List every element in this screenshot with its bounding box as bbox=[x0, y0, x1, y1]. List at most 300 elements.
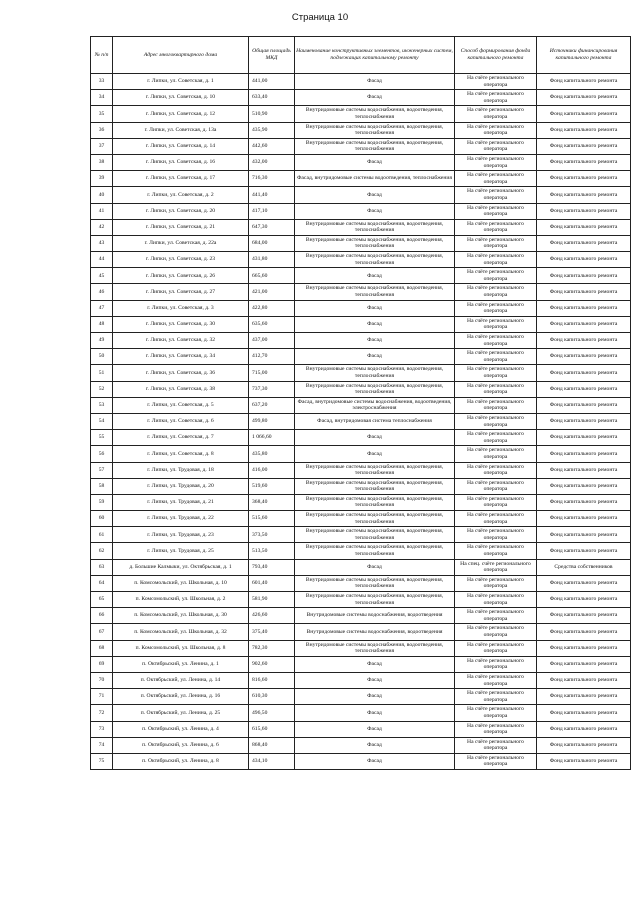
cell-address: г. Липки, ул. Советская, д. 30 bbox=[113, 316, 249, 332]
cell-elements: Фасад bbox=[295, 333, 455, 349]
cell-num: 40 bbox=[91, 187, 113, 203]
cell-area: 637,20 bbox=[249, 397, 295, 413]
cell-num: 54 bbox=[91, 413, 113, 429]
cell-num: 44 bbox=[91, 252, 113, 268]
cell-method: На счёте регионального оператора bbox=[455, 672, 537, 688]
cell-area: 441,40 bbox=[249, 187, 295, 203]
cell-num: 55 bbox=[91, 430, 113, 446]
cell-source: Фонд капитального ремонта bbox=[537, 656, 631, 672]
cell-address: г. Липки, ул. Советская, д. 27 bbox=[113, 284, 249, 300]
cell-num: 42 bbox=[91, 219, 113, 235]
cell-elements: Фасад bbox=[295, 349, 455, 365]
cell-num: 58 bbox=[91, 478, 113, 494]
table-row bbox=[91, 235, 631, 251]
cell-method: На счёте регионального оператора bbox=[455, 187, 537, 203]
cell-method: На счёте регионального оператора bbox=[455, 721, 537, 737]
cell-address: г. Липки, ул. Трудовая, д. 23 bbox=[113, 527, 249, 543]
cell-method: На счёте регионального оператора bbox=[455, 575, 537, 591]
cell-address: п. Октябрьский, ул. Ленина, д. 8 bbox=[113, 753, 249, 769]
cell-address: г. Липки, ул. Трудовая, д. 20 bbox=[113, 478, 249, 494]
table-row bbox=[91, 154, 631, 170]
cell-area: 496,50 bbox=[249, 705, 295, 721]
cell-method: На счёте регионального оператора bbox=[455, 138, 537, 154]
table-row bbox=[91, 349, 631, 365]
table-header bbox=[91, 37, 631, 74]
cell-method: На счёте регионального оператора bbox=[455, 349, 537, 365]
cell-elements: Фасад bbox=[295, 74, 455, 90]
table-row bbox=[91, 316, 631, 332]
cell-area: 635,60 bbox=[249, 316, 295, 332]
cell-source: Фонд капитального ремонта bbox=[537, 90, 631, 106]
cell-source: Фонд капитального ремонта bbox=[537, 235, 631, 251]
table-row bbox=[91, 592, 631, 608]
cell-elements: Внутридомовые системы водоснабжения, водоотведения, теплоснабжения bbox=[295, 527, 455, 543]
cell-num: 35 bbox=[91, 106, 113, 122]
cell-source: Фонд капитального ремонта bbox=[537, 640, 631, 656]
cell-address: г. Липки, ул. Советская, д. 32 bbox=[113, 333, 249, 349]
cell-method: На счёте регионального оператора bbox=[455, 235, 537, 251]
cell-address: г. Липки, ул. Советская, д. 36 bbox=[113, 365, 249, 381]
cell-area: 421,00 bbox=[249, 284, 295, 300]
cell-source: Фонд капитального ремонта bbox=[537, 462, 631, 478]
cell-address: г. Липки, ул. Советская, д. 13а bbox=[113, 122, 249, 138]
table-row bbox=[91, 478, 631, 494]
cell-source: Фонд капитального ремонта bbox=[537, 413, 631, 429]
cell-area: 665,60 bbox=[249, 268, 295, 284]
cell-source: Фонд капитального ремонта bbox=[537, 154, 631, 170]
cell-area: 1 066,60 bbox=[249, 430, 295, 446]
cell-elements: Фасад bbox=[295, 154, 455, 170]
table-row bbox=[91, 527, 631, 543]
cell-source: Фонд капитального ремонта bbox=[537, 511, 631, 527]
cell-source: Фонд капитального ремонта bbox=[537, 349, 631, 365]
cell-elements: Внутридомовые системы водоснабжения, водоотведения, теплоснабжения bbox=[295, 138, 455, 154]
cell-area: 513,50 bbox=[249, 543, 295, 559]
table-row bbox=[91, 171, 631, 187]
table-row bbox=[91, 608, 631, 624]
cell-num: 67 bbox=[91, 624, 113, 640]
cell-elements: Фасад, внутридомовая система теплоснабжения bbox=[295, 413, 455, 429]
cell-address: г. Липки, ул. Советская, д. 1 bbox=[113, 74, 249, 90]
table-row bbox=[91, 430, 631, 446]
cell-num: 63 bbox=[91, 559, 113, 575]
repair-program-table bbox=[90, 36, 631, 770]
cell-num: 60 bbox=[91, 511, 113, 527]
table-row bbox=[91, 90, 631, 106]
cell-num: 49 bbox=[91, 333, 113, 349]
cell-area: 684,00 bbox=[249, 235, 295, 251]
cell-area: 716,30 bbox=[249, 171, 295, 187]
cell-area: 868,40 bbox=[249, 737, 295, 753]
cell-method: На счёте регионального оператора bbox=[455, 106, 537, 122]
cell-address: г. Липки, ул. Советская, д. 6 bbox=[113, 413, 249, 429]
cell-area: 375,40 bbox=[249, 624, 295, 640]
cell-source: Фонд капитального ремонта bbox=[537, 494, 631, 510]
cell-address: г. Липки, ул. Трудовая, д. 25 bbox=[113, 543, 249, 559]
cell-area: 633,40 bbox=[249, 90, 295, 106]
cell-num: 72 bbox=[91, 705, 113, 721]
cell-num: 46 bbox=[91, 284, 113, 300]
cell-source: Фонд капитального ремонта bbox=[537, 672, 631, 688]
table-row bbox=[91, 138, 631, 154]
cell-method: На счёте регионального оператора bbox=[455, 90, 537, 106]
cell-elements: Внутридомовые системы водоснабжения, водоотведения, теплоснабжения bbox=[295, 575, 455, 591]
cell-elements: Внутридомовые системы водоснабжения, водоотведения, теплоснабжения bbox=[295, 381, 455, 397]
cell-elements: Внутридомовые системы водоснабжения, водоотведения, теплоснабжения bbox=[295, 122, 455, 138]
cell-method: На счёте регионального оператора bbox=[455, 74, 537, 90]
cell-num: 39 bbox=[91, 171, 113, 187]
cell-num: 50 bbox=[91, 349, 113, 365]
cell-area: 412,70 bbox=[249, 349, 295, 365]
header-source: Источники финансирования капитального ремонта bbox=[537, 37, 631, 74]
table-row bbox=[91, 122, 631, 138]
cell-elements: Фасад, внутридомовые системы водоснабжения, водоотведения, электроснабжения bbox=[295, 397, 455, 413]
cell-address: г. Липки, ул. Советская, д. 7 bbox=[113, 430, 249, 446]
cell-elements: Внутридомовые системы водоснабжения, водоотведения, теплоснабжения bbox=[295, 511, 455, 527]
table-row bbox=[91, 381, 631, 397]
cell-area: 426,60 bbox=[249, 608, 295, 624]
cell-method: На счёте регионального оператора bbox=[455, 203, 537, 219]
cell-method: На счёте регионального оператора bbox=[455, 592, 537, 608]
cell-address: п. Октябрьский, ул. Ленина, д. 16 bbox=[113, 689, 249, 705]
cell-num: 73 bbox=[91, 721, 113, 737]
table-row bbox=[91, 737, 631, 753]
cell-elements: Фасад bbox=[295, 689, 455, 705]
cell-num: 65 bbox=[91, 592, 113, 608]
cell-elements: Внутридомовые системы водоснабжения, водоотведения, теплоснабжения bbox=[295, 592, 455, 608]
cell-address: п. Комсомольский, ул. Школьная, д. 8 bbox=[113, 640, 249, 656]
header-elements: Наименование конструктивных элементов, инженерных систем, подлежащих капитальному ремонту bbox=[295, 37, 455, 74]
cell-elements: Фасад bbox=[295, 268, 455, 284]
cell-num: 53 bbox=[91, 397, 113, 413]
cell-elements: Внутридомовые системы водоснабжения, водоотведения, теплоснабжения bbox=[295, 478, 455, 494]
table-row bbox=[91, 705, 631, 721]
cell-num: 48 bbox=[91, 316, 113, 332]
cell-source: Фонд капитального ремонта bbox=[537, 430, 631, 446]
cell-elements: Фасад bbox=[295, 753, 455, 769]
cell-source: Фонд капитального ремонта bbox=[537, 689, 631, 705]
table-row bbox=[91, 656, 631, 672]
table-row bbox=[91, 203, 631, 219]
cell-source: Фонд капитального ремонта bbox=[537, 268, 631, 284]
cell-method: На счёте регионального оператора bbox=[455, 300, 537, 316]
cell-address: п. Октябрьский, ул. Ленина, д. 6 bbox=[113, 737, 249, 753]
cell-source: Фонд капитального ремонта bbox=[537, 138, 631, 154]
cell-area: 737,30 bbox=[249, 381, 295, 397]
cell-elements: Внутридомовые системы водоснабжения, водоотведения bbox=[295, 624, 455, 640]
cell-method: На счёте регионального оператора bbox=[455, 446, 537, 462]
cell-method: На счёте регионального оператора bbox=[455, 381, 537, 397]
cell-source: Фонд капитального ремонта bbox=[537, 608, 631, 624]
cell-source: Средства собственников bbox=[537, 559, 631, 575]
cell-num: 59 bbox=[91, 494, 113, 510]
cell-area: 515,60 bbox=[249, 511, 295, 527]
table-row bbox=[91, 106, 631, 122]
cell-num: 45 bbox=[91, 268, 113, 284]
table-row bbox=[91, 284, 631, 300]
cell-num: 41 bbox=[91, 203, 113, 219]
table-row bbox=[91, 333, 631, 349]
table-row bbox=[91, 559, 631, 575]
table-row bbox=[91, 219, 631, 235]
cell-area: 417,10 bbox=[249, 203, 295, 219]
cell-source: Фонд капитального ремонта bbox=[537, 203, 631, 219]
cell-elements: Внутридомовые системы водоснабжения, водоотведения, теплоснабжения bbox=[295, 106, 455, 122]
table-row bbox=[91, 397, 631, 413]
cell-elements: Фасад bbox=[295, 300, 455, 316]
cell-method: На счёте регионального оператора bbox=[455, 494, 537, 510]
table-row bbox=[91, 640, 631, 656]
cell-elements: Внутридомовые системы водоснабжения, водоотведения, теплоснабжения bbox=[295, 235, 455, 251]
cell-address: г. Липки, ул. Советская, д. 2 bbox=[113, 187, 249, 203]
cell-elements: Внутридомовые системы водоснабжения, водоотведения, теплоснабжения bbox=[295, 640, 455, 656]
cell-address: г. Липки, ул. Советская, д. 14 bbox=[113, 138, 249, 154]
cell-source: Фонд капитального ремонта bbox=[537, 365, 631, 381]
cell-method: На счёте регионального оператора bbox=[455, 478, 537, 494]
cell-area: 373,50 bbox=[249, 527, 295, 543]
cell-address: г. Липки, ул. Трудовая, д. 21 bbox=[113, 494, 249, 510]
cell-method: На счёте регионального оператора bbox=[455, 753, 537, 769]
cell-area: 435,80 bbox=[249, 446, 295, 462]
cell-source: Фонд капитального ремонта bbox=[537, 122, 631, 138]
cell-elements: Фасад bbox=[295, 203, 455, 219]
cell-area: 715,00 bbox=[249, 365, 295, 381]
page-title: Страница 10 bbox=[291, 12, 349, 23]
cell-address: г. Липки, ул. Советская, д. 34 bbox=[113, 349, 249, 365]
cell-method: На счёте регионального оператора bbox=[455, 413, 537, 429]
cell-elements: Фасад bbox=[295, 187, 455, 203]
cell-area: 368,40 bbox=[249, 494, 295, 510]
cell-method: На счёте регионального оператора bbox=[455, 640, 537, 656]
cell-area: 615,60 bbox=[249, 721, 295, 737]
table-row bbox=[91, 268, 631, 284]
table-row bbox=[91, 753, 631, 769]
cell-num: 68 bbox=[91, 640, 113, 656]
cell-source: Фонд капитального ремонта bbox=[537, 575, 631, 591]
cell-area: 782,30 bbox=[249, 640, 295, 656]
cell-method: На счёте регионального оператора bbox=[455, 268, 537, 284]
cell-method: На счёте регионального оператора bbox=[455, 656, 537, 672]
cell-num: 56 bbox=[91, 446, 113, 462]
cell-area: 442,60 bbox=[249, 138, 295, 154]
cell-address: г. Липки, ул. Советская, д. 23 bbox=[113, 252, 249, 268]
cell-source: Фонд капитального ремонта bbox=[537, 171, 631, 187]
cell-method: На счёте регионального оператора bbox=[455, 705, 537, 721]
cell-num: 71 bbox=[91, 689, 113, 705]
cell-num: 37 bbox=[91, 138, 113, 154]
table-row bbox=[91, 74, 631, 90]
cell-num: 75 bbox=[91, 753, 113, 769]
cell-address: г. Липки, ул. Советская, д. 22а bbox=[113, 235, 249, 251]
cell-num: 69 bbox=[91, 656, 113, 672]
cell-method: На счёте регионального оператора bbox=[455, 608, 537, 624]
cell-num: 43 bbox=[91, 235, 113, 251]
cell-source: Фонд капитального ремонта bbox=[537, 543, 631, 559]
cell-source: Фонд капитального ремонта bbox=[537, 624, 631, 640]
cell-num: 57 bbox=[91, 462, 113, 478]
cell-method: На счёте регионального оператора bbox=[455, 624, 537, 640]
cell-elements: Фасад, внутридомовые системы водоотведения, теплоснабжения bbox=[295, 171, 455, 187]
cell-elements: Фасад bbox=[295, 721, 455, 737]
cell-area: 435,90 bbox=[249, 122, 295, 138]
cell-num: 51 bbox=[91, 365, 113, 381]
cell-num: 64 bbox=[91, 575, 113, 591]
cell-area: 647,30 bbox=[249, 219, 295, 235]
cell-area: 519,60 bbox=[249, 478, 295, 494]
cell-address: п. Комсомольский, ул. Школьная, д. 30 bbox=[113, 608, 249, 624]
cell-elements: Фасад bbox=[295, 446, 455, 462]
table-row bbox=[91, 672, 631, 688]
cell-num: 66 bbox=[91, 608, 113, 624]
cell-area: 432,00 bbox=[249, 154, 295, 170]
cell-method: На счёте регионального оператора bbox=[455, 219, 537, 235]
cell-area: 610,30 bbox=[249, 689, 295, 705]
table-row bbox=[91, 365, 631, 381]
cell-method: На счёте регионального оператора bbox=[455, 511, 537, 527]
cell-elements: Внутридомовые системы водоснабжения, водоотведения, теплоснабжения bbox=[295, 365, 455, 381]
cell-elements: Внутридомовые системы водоснабжения, водоотведения, теплоснабжения bbox=[295, 252, 455, 268]
cell-num: 52 bbox=[91, 381, 113, 397]
cell-source: Фонд капитального ремонта bbox=[537, 219, 631, 235]
table-row bbox=[91, 462, 631, 478]
cell-area: 499,80 bbox=[249, 413, 295, 429]
cell-address: п. Октябрьский, ул. Ленина, д. 14 bbox=[113, 672, 249, 688]
cell-method: На счёте регионального оператора bbox=[455, 543, 537, 559]
table-row bbox=[91, 446, 631, 462]
cell-area: 441,00 bbox=[249, 74, 295, 90]
cell-elements: Фасад bbox=[295, 559, 455, 575]
cell-source: Фонд капитального ремонта bbox=[537, 397, 631, 413]
cell-elements: Фасад bbox=[295, 316, 455, 332]
cell-method: На счёте регионального оператора bbox=[455, 284, 537, 300]
cell-area: 816,60 bbox=[249, 672, 295, 688]
cell-method: На счёте регионального оператора bbox=[455, 737, 537, 753]
cell-address: п. Октябрьский, ул. Ленина, д. 4 bbox=[113, 721, 249, 737]
cell-source: Фонд капитального ремонта bbox=[537, 592, 631, 608]
cell-elements: Фасад bbox=[295, 430, 455, 446]
cell-area: 510,90 bbox=[249, 106, 295, 122]
cell-area: 434,10 bbox=[249, 753, 295, 769]
cell-elements: Внутридомовые системы водоснабжения, водоотведения, теплоснабжения bbox=[295, 543, 455, 559]
cell-source: Фонд капитального ремонта bbox=[537, 106, 631, 122]
cell-method: На счёте регионального оператора bbox=[455, 365, 537, 381]
table-body bbox=[91, 74, 631, 770]
cell-num: 33 bbox=[91, 74, 113, 90]
cell-elements: Фасад bbox=[295, 90, 455, 106]
table-row bbox=[91, 187, 631, 203]
cell-area: 902,60 bbox=[249, 656, 295, 672]
cell-area: 416,00 bbox=[249, 462, 295, 478]
cell-source: Фонд капитального ремонта bbox=[537, 753, 631, 769]
cell-num: 47 bbox=[91, 300, 113, 316]
cell-source: Фонд капитального ремонта bbox=[537, 300, 631, 316]
table-row bbox=[91, 494, 631, 510]
cell-method: На счёте регионального оператора bbox=[455, 122, 537, 138]
cell-address: п. Комсомольский, ул. Школьная, д. 32 bbox=[113, 624, 249, 640]
cell-source: Фонд капитального ремонта bbox=[537, 478, 631, 494]
cell-method: На счёте регионального оператора bbox=[455, 430, 537, 446]
cell-source: Фонд капитального ремонта bbox=[537, 74, 631, 90]
table-row bbox=[91, 721, 631, 737]
table-row bbox=[91, 413, 631, 429]
cell-elements: Внутридомовые системы водоснабжения, водоотведения, теплоснабжения bbox=[295, 462, 455, 478]
header-method: Способ формирования фонда капитального ремонта bbox=[455, 37, 537, 74]
table-row bbox=[91, 300, 631, 316]
cell-area: 581,90 bbox=[249, 592, 295, 608]
cell-num: 34 bbox=[91, 90, 113, 106]
cell-num: 70 bbox=[91, 672, 113, 688]
cell-area: 422,80 bbox=[249, 300, 295, 316]
cell-address: п. Комсомольский, ул. Школьная, д. 10 bbox=[113, 575, 249, 591]
cell-area: 601,40 bbox=[249, 575, 295, 591]
cell-elements: Внутридомовые системы водоснабжения, водоотведения, теплоснабжения bbox=[295, 219, 455, 235]
cell-source: Фонд капитального ремонта bbox=[537, 527, 631, 543]
cell-address: г. Липки, ул. Советская, д. 3 bbox=[113, 300, 249, 316]
cell-source: Фонд капитального ремонта bbox=[537, 333, 631, 349]
cell-address: г. Липки, ул. Советская, д. 38 bbox=[113, 381, 249, 397]
table-row bbox=[91, 543, 631, 559]
cell-source: Фонд капитального ремонта bbox=[537, 705, 631, 721]
cell-address: г. Липки, ул. Советская, д. 8 bbox=[113, 446, 249, 462]
cell-source: Фонд капитального ремонта bbox=[537, 381, 631, 397]
table-row bbox=[91, 511, 631, 527]
cell-num: 61 bbox=[91, 527, 113, 543]
cell-address: п. Комсомольский, ул. Школьная, д. 2 bbox=[113, 592, 249, 608]
cell-address: п. Октябрьский, ул. Ленина, д. 1 bbox=[113, 656, 249, 672]
cell-address: г. Липки, ул. Советская, д. 26 bbox=[113, 268, 249, 284]
cell-source: Фонд капитального ремонта bbox=[537, 737, 631, 753]
cell-method: На счёте регионального оператора bbox=[455, 689, 537, 705]
cell-address: г. Липки, ул. Трудовая, д. 18 bbox=[113, 462, 249, 478]
cell-method: На счёте регионального оператора bbox=[455, 333, 537, 349]
cell-method: На спец. счёте регионального оператора bbox=[455, 559, 537, 575]
cell-num: 62 bbox=[91, 543, 113, 559]
cell-area: 431,80 bbox=[249, 252, 295, 268]
header-address: Адрес многоквартирного дома bbox=[113, 37, 249, 74]
cell-method: На счёте регионального оператора bbox=[455, 154, 537, 170]
cell-num: 36 bbox=[91, 122, 113, 138]
cell-address: г. Липки, ул. Советская, д. 16 bbox=[113, 154, 249, 170]
cell-method: На счёте регионального оператора bbox=[455, 316, 537, 332]
cell-source: Фонд капитального ремонта bbox=[537, 284, 631, 300]
header-num: № п/п bbox=[91, 37, 113, 74]
table-row bbox=[91, 624, 631, 640]
cell-address: г. Липки, ул. Советская, д. 20 bbox=[113, 203, 249, 219]
table-row bbox=[91, 689, 631, 705]
cell-elements: Фасад bbox=[295, 656, 455, 672]
cell-method: На счёте регионального оператора bbox=[455, 252, 537, 268]
cell-elements: Фасад bbox=[295, 737, 455, 753]
cell-method: На счёте регионального оператора bbox=[455, 462, 537, 478]
cell-address: г. Липки, ул. Советская, д. 12 bbox=[113, 106, 249, 122]
cell-address: г. Липки, ул. Советская, д. 5 bbox=[113, 397, 249, 413]
cell-source: Фонд капитального ремонта bbox=[537, 187, 631, 203]
cell-source: Фонд капитального ремонта bbox=[537, 446, 631, 462]
table-row bbox=[91, 252, 631, 268]
cell-method: На счёте регионального оператора bbox=[455, 397, 537, 413]
cell-area: 437,00 bbox=[249, 333, 295, 349]
cell-elements: Фасад bbox=[295, 672, 455, 688]
cell-elements: Внутридомовые системы водоснабжения, водоотведения bbox=[295, 608, 455, 624]
cell-address: г. Липки, ул. Советская, д. 21 bbox=[113, 219, 249, 235]
cell-num: 74 bbox=[91, 737, 113, 753]
cell-source: Фонд капитального ремонта bbox=[537, 252, 631, 268]
cell-elements: Внутридомовые системы водоснабжения, водоотведения, теплоснабжения bbox=[295, 284, 455, 300]
cell-source: Фонд капитального ремонта bbox=[537, 316, 631, 332]
cell-elements: Фасад bbox=[295, 705, 455, 721]
cell-address: г. Липки, ул. Советская, д. 17 bbox=[113, 171, 249, 187]
cell-method: На счёте регионального оператора bbox=[455, 171, 537, 187]
